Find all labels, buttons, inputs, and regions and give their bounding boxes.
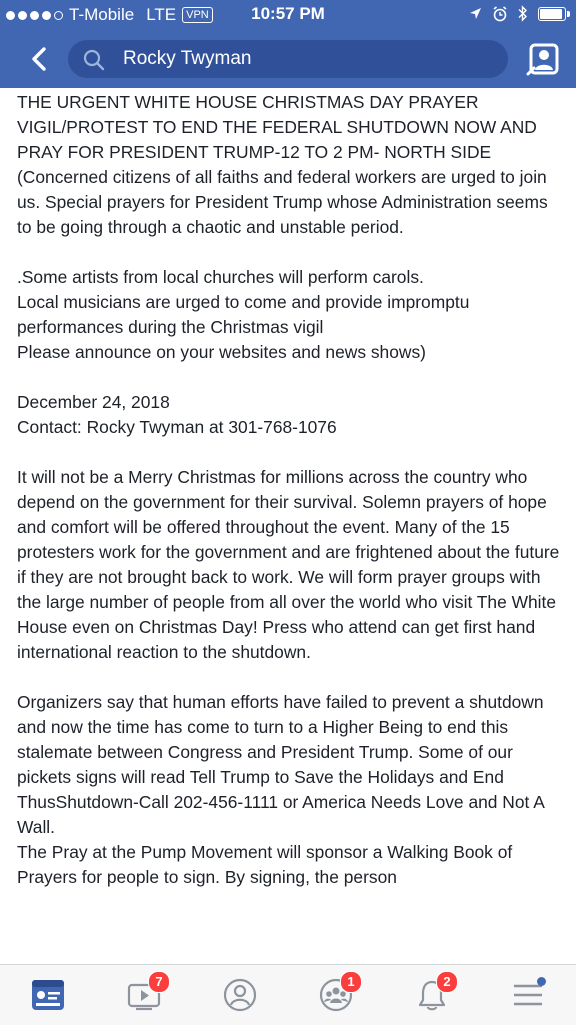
- notifications-badge: 2: [436, 971, 458, 993]
- carrier-name: T-Mobile: [69, 5, 135, 24]
- post-paragraph: December 24, 2018 Contact: Rocky Twyman at 301-768-1076: [17, 392, 337, 437]
- tab-news-feed[interactable]: [0, 965, 96, 1025]
- vpn-badge: VPN: [182, 7, 213, 23]
- groups-badge: 1: [340, 971, 362, 993]
- post-paragraph: It will not be a Merry Christmas for millions across the country who depend on the government for their survival. Solemn prayers of hope and comfort will be offered throughout the event. Many of the 15 protesters work for the government and are frightened about the future if they are not brought back to work. We will form prayer groups with the large number of people from all over the world who visit The White House even on Christmas Day! Press who attend can get first hand international reaction to the shutdown.: [17, 467, 560, 662]
- post-content: [17, 90, 565, 964]
- status-right: [469, 5, 566, 22]
- battery-level-fill: [540, 9, 562, 19]
- profile-icon: [223, 978, 257, 1012]
- back-button[interactable]: [22, 40, 56, 78]
- post-paragraph: THE URGENT WHITE HOUSE CHRISTMAS DAY PRAYER VIGIL/PROTEST TO END THE FEDERAL SHUTDOWN NOW AND PRAY FOR PRESIDENT TRUMP-12 TO 2 PM- NORTH SIDE (Concerned citizens of all faiths and federal workers are urged to join us. Special prayers for President Trump whose Administration seems to be going through a chaotic and unstable period.: [17, 92, 548, 237]
- tab-profile[interactable]: [192, 965, 288, 1025]
- tab-notifications[interactable]: [384, 965, 480, 1025]
- network-type: LTE: [146, 5, 177, 24]
- alarm-icon: [492, 6, 508, 22]
- status-time: 10:57 PM: [251, 4, 325, 23]
- bluetooth-icon: [518, 5, 528, 22]
- search-icon: [82, 48, 106, 72]
- profile-icon: [526, 42, 562, 78]
- news-feed-icon: [30, 978, 66, 1012]
- search-query-text: Rocky Twyman: [123, 48, 252, 69]
- bottom-tab-bar: [0, 964, 576, 1025]
- tab-menu[interactable]: [480, 965, 576, 1025]
- location-arrow-icon: [469, 7, 482, 20]
- tab-video[interactable]: [96, 965, 192, 1025]
- battery-icon: [538, 7, 566, 21]
- search-field[interactable]: [68, 40, 508, 78]
- tab-groups[interactable]: [288, 965, 384, 1025]
- post-paragraph: .Some artists from local churches will perform carols. Local musicians are urged to come and provide impromptu performances during the Christmas vigil Please announce on your websites and news shows): [17, 267, 470, 362]
- menu-new-dot: [537, 977, 546, 986]
- post-paragraph: Organizers say that human efforts have failed to prevent a shutdown and now the time has come to turn to a Higher Being to end this stalemate between Congress and President Trump. Some of our pickets signs will read Tell Trump to Save the Holidays and End ThusShutdown-Call 202-456-1111 or America Needs Love and Not A Wall. The Pray at the Pump Movement will sponsor a Walking Book of Prayers for people to sign. By signing, the person: [17, 692, 544, 887]
- chevron-left-icon: [30, 46, 48, 72]
- profile-shortcut-button[interactable]: [526, 42, 562, 78]
- video-badge: 7: [148, 971, 170, 993]
- app-header: [0, 0, 576, 88]
- status-bar: [0, 0, 576, 30]
